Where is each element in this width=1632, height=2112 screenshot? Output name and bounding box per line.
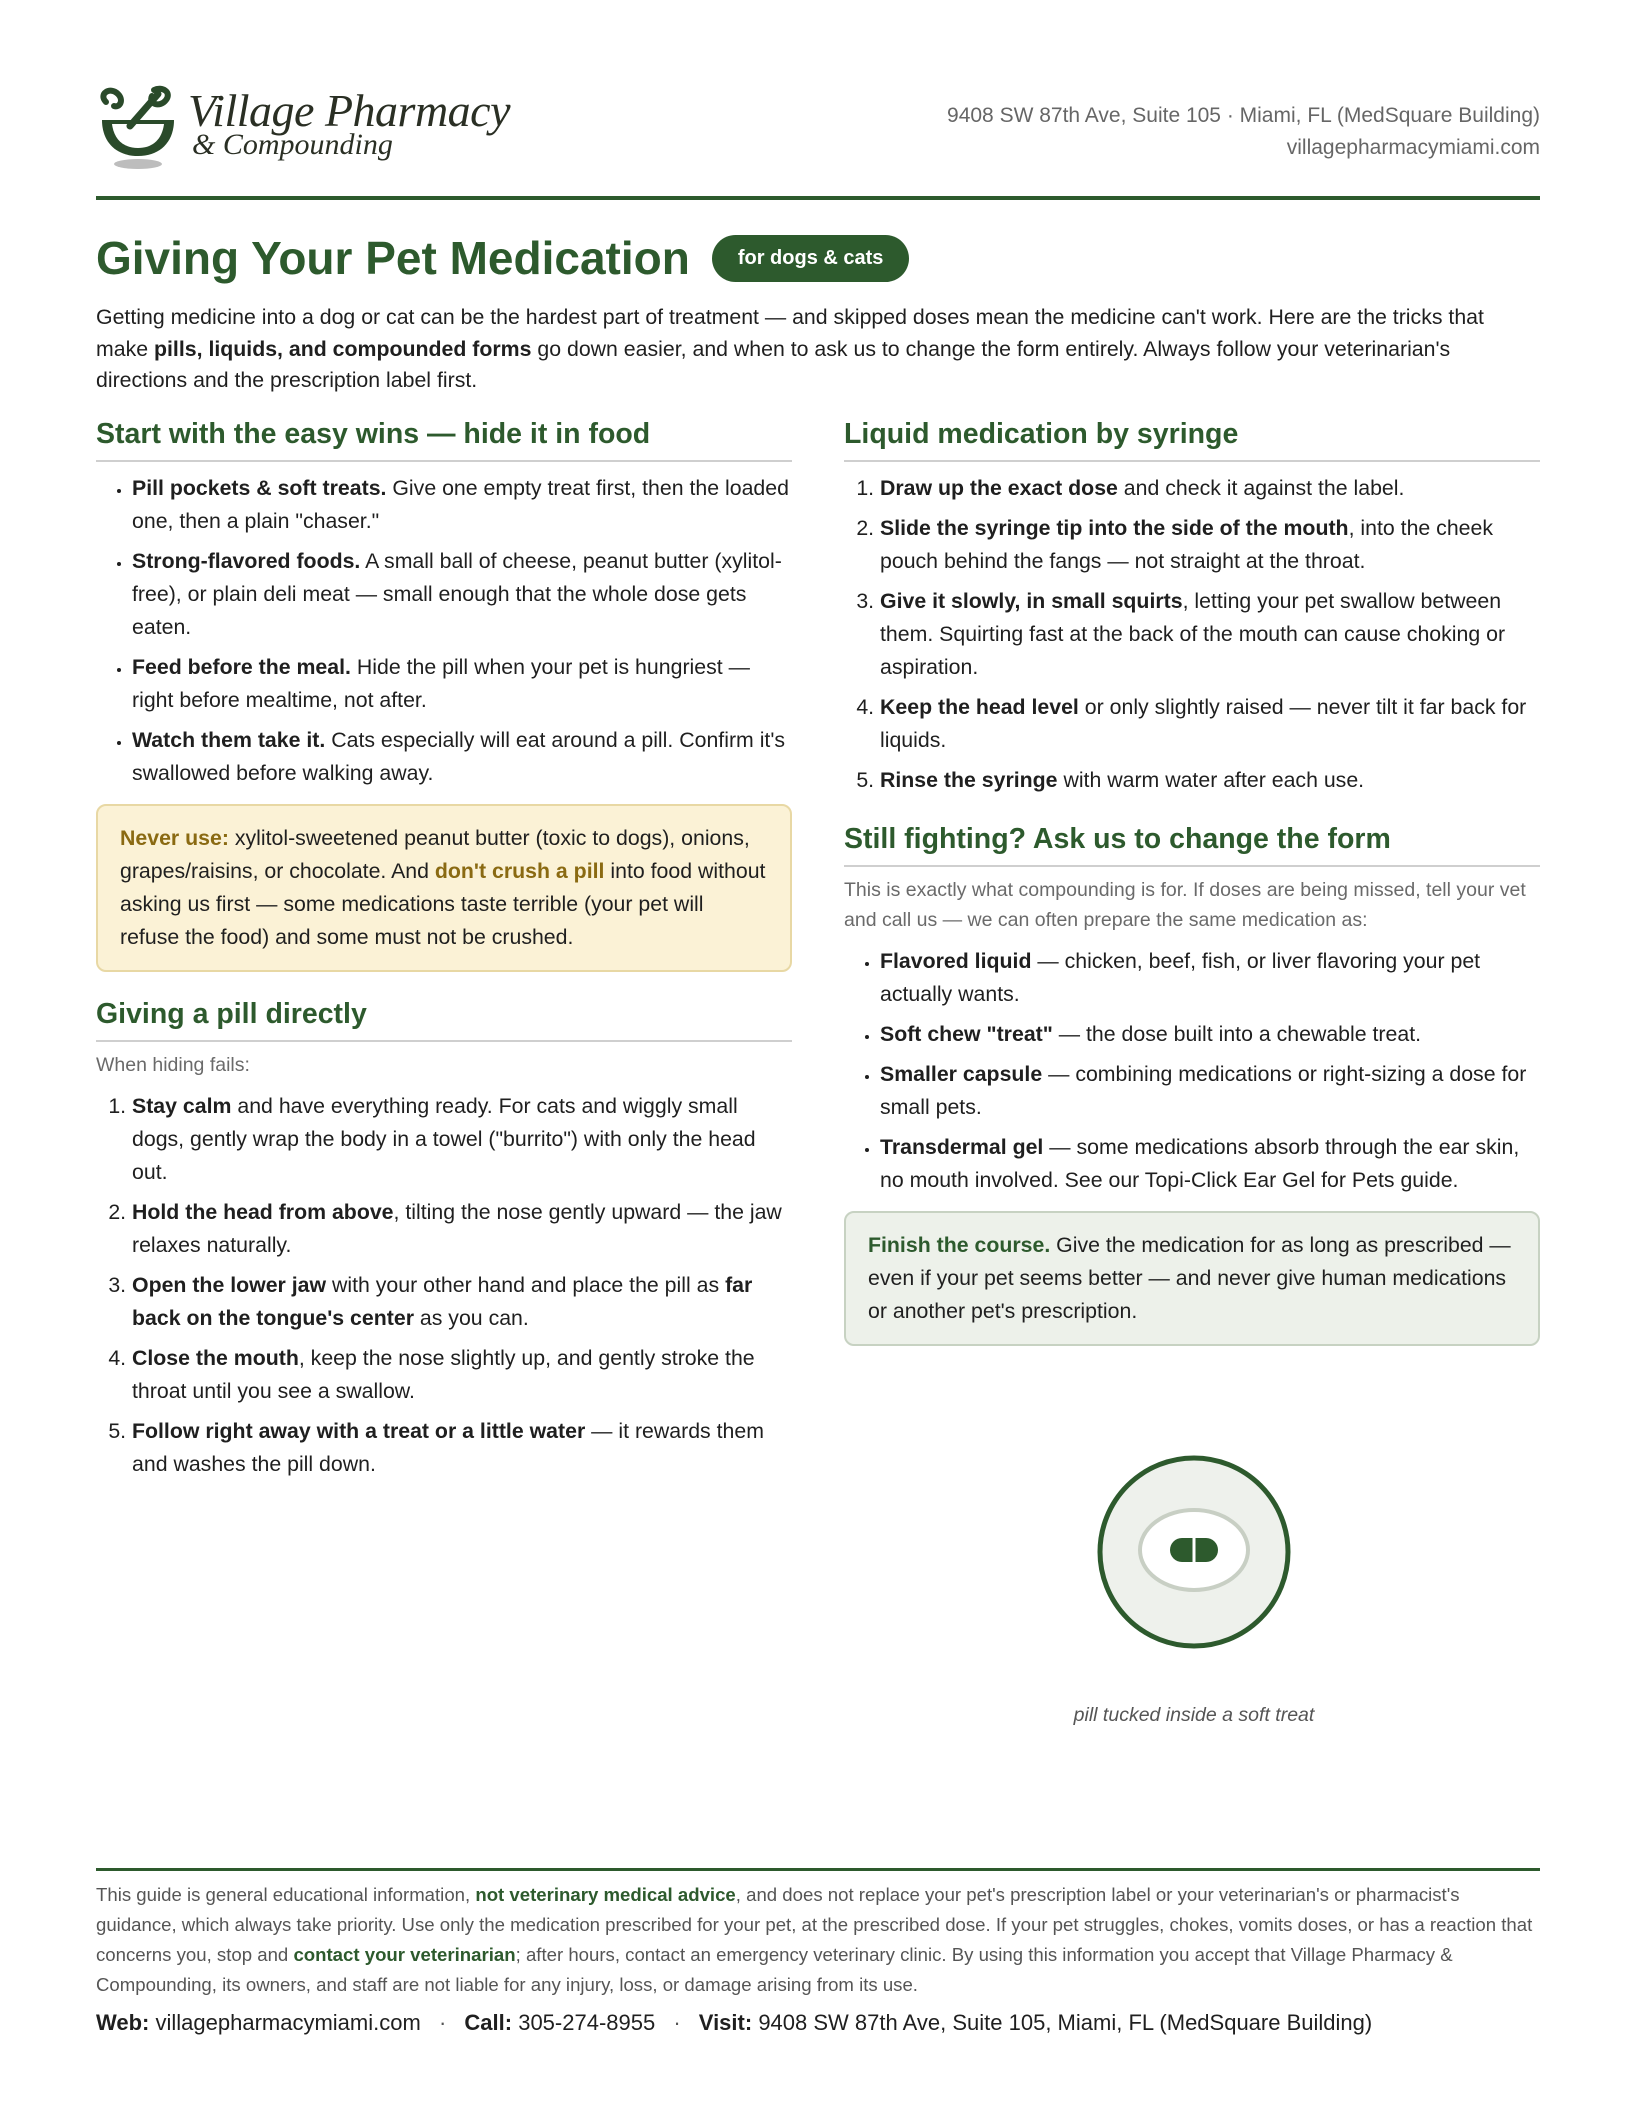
item-text: as you can. — [413, 1306, 529, 1330]
mortar-pestle-icon — [96, 84, 186, 174]
item-text: , keep the nose slightly up, and gently stroke the throat until you see a swallow. — [132, 1346, 755, 1403]
item-bold: Slide the syringe tip into the side of the mouth — [880, 516, 1349, 540]
item-bold: Rinse the syringe — [880, 768, 1058, 792]
disclaimer-text: ; after hours, contact an emergency veterinary clinic. By using this information you accept that Village Pharmacy & Compounding, its owners, and staff are not liable for any injury, loss, or damage arising from its use. — [96, 1944, 1453, 1995]
item-bold: Close the mouth — [132, 1346, 299, 1370]
item-bold: Follow right away with a treat or a little water — [132, 1419, 586, 1443]
list-item — [880, 472, 1540, 505]
item-text: with warm water after each use. — [1057, 768, 1365, 792]
list-item — [132, 472, 792, 538]
list-item — [132, 1269, 792, 1335]
liquid-heading: Liquid medication by syringe — [844, 418, 1540, 462]
item-text: or only slightly raised — never tilt it far back for liquids. — [880, 695, 1527, 752]
note-label: Finish the course. — [868, 1233, 1051, 1257]
item-bold: Keep the head level — [880, 695, 1079, 719]
item-text: and check it against the label. — [1117, 476, 1405, 500]
logo — [96, 84, 536, 174]
note-text: Give the medication for as long as prescribed — even if your pet seems better — and never give human medications or another pet's prescription. — [868, 1233, 1511, 1323]
food-tips-list — [96, 472, 792, 790]
footer-visit-label: Visit: — [698, 2010, 753, 2035]
food-heading: Start with the easy wins — hide it in food — [96, 418, 792, 462]
intro-emphasis: pills, liquids, and compounded forms — [154, 336, 532, 361]
left-column — [96, 418, 792, 1488]
item-text: — the dose built into a chewable treat. — [1052, 1022, 1422, 1046]
item-bold: Flavored liquid — [880, 949, 1032, 973]
form-options-list — [844, 945, 1540, 1197]
pill-section — [96, 998, 792, 1481]
illustration-caption: pill tucked inside a soft treat — [1073, 1704, 1315, 1726]
pill-steps-list — [96, 1090, 792, 1481]
logo-wordmark: Village Pharmacy — [188, 85, 510, 136]
item-bold: Transdermal gel — [880, 1135, 1044, 1159]
item-text: Hide the pill when your pet is hungriest — right before mealtime, not after. — [132, 655, 750, 712]
list-item — [880, 691, 1540, 757]
pill-in-treat-icon — [1094, 1452, 1294, 1652]
right-column — [844, 418, 1540, 1346]
footer-divider — [96, 1868, 1540, 1871]
form-section — [844, 823, 1540, 1346]
footer-address: 9408 SW 87th Ave, Suite 105, Miami, FL (MedSquare Building) — [758, 2010, 1373, 2035]
item-text: A small ball of cheese, peanut butter (xylitol-free), or plain deli meat — small enough that the whole dose gets eaten. — [132, 549, 782, 639]
list-item — [880, 1131, 1540, 1197]
footer-separator: · — [673, 2010, 681, 2035]
warning-callout — [96, 804, 792, 972]
item-bold: Pill pockets & soft treats. — [132, 476, 387, 500]
footer-call-label: Call: — [464, 2010, 513, 2035]
item-text: , tilting the nose gently upward — the jaw relaxes naturally. — [132, 1200, 782, 1257]
warning-emphasis: don't crush a pill — [434, 859, 605, 883]
disclaimer-text: This guide is general educational information, — [96, 1884, 476, 1905]
item-bold: Soft chew "treat" — [880, 1022, 1053, 1046]
footer-web-link[interactable]: villagepharmacymiami.com — [155, 2010, 421, 2035]
list-item — [132, 1342, 792, 1408]
pill-heading: Giving a pill directly — [96, 998, 792, 1042]
pill-treat-illustration — [1094, 1452, 1294, 1652]
title-row — [96, 228, 909, 288]
item-text: with your other hand and place the pill as — [326, 1273, 726, 1297]
header — [96, 78, 1540, 174]
header-website[interactable]: villagepharmacymiami.com — [1286, 136, 1540, 159]
item-text: — some medications absorb through the ear skin, no mouth involved. See our Topi-Click Ear Gel for Pets guide. — [880, 1135, 1520, 1192]
item-bold: Stay calm — [132, 1094, 232, 1118]
item-bold: Draw up the exact dose — [880, 476, 1118, 500]
liquid-steps-list — [844, 472, 1540, 797]
list-item — [880, 585, 1540, 684]
item-text: — it rewards them and washes the pill down. — [132, 1419, 764, 1476]
item-text: Give one empty treat first, then the loaded one, then a plain "chaser." — [132, 476, 789, 533]
logo-subline: & Compounding — [192, 128, 393, 161]
item-bold: Open the lower jaw — [132, 1273, 327, 1297]
footer-contact-line — [96, 2010, 1540, 2036]
intro-text-end: go down easier, and when to ask us to change the form entirely. Always follow your veterinarian's directions and the prescription label first. — [96, 336, 1451, 392]
header-address: 9408 SW 87th Ave, Suite 105 · Miami, FL (MedSquare Building) — [947, 104, 1540, 127]
pill-subheading: When hiding fails: — [96, 1054, 250, 1076]
header-contact — [947, 100, 1540, 164]
finish-course-callout — [844, 1211, 1540, 1346]
warning-text-end: into food without asking us first — some medications taste terrible (your pet will refuse the food) and some must not be crushed. — [120, 859, 766, 949]
item-bold: Strong-flavored foods. — [132, 549, 361, 573]
disclaimer-text: , and does not replace your pet's prescription label or your veterinarian's or pharmacist's guidance, which always take priority. Use only the medication prescribed for your pet, at the prescribed dose. If your pet struggles, chokes, vomits doses, or has a reaction that concerns you, stop and — [96, 1884, 1533, 1965]
list-item — [132, 1090, 792, 1189]
item-bold: far back on the tongue's center — [132, 1273, 753, 1330]
item-bold: Smaller capsule — [880, 1062, 1043, 1086]
list-item — [132, 724, 792, 790]
disclaimer-emphasis: not veterinary medical advice — [475, 1884, 736, 1905]
disclaimer — [96, 1880, 1540, 2000]
audience-badge: for dogs & cats — [712, 235, 910, 282]
list-item — [880, 1018, 1540, 1051]
list-item — [132, 545, 792, 644]
list-item — [880, 764, 1540, 797]
item-text: , letting your pet swallow between them. Squirting fast at the back of the mouth can cause choking or aspiration. — [880, 589, 1506, 679]
header-divider — [96, 196, 1540, 200]
intro-paragraph — [96, 302, 1540, 397]
item-bold: Watch them take it. — [132, 728, 326, 752]
item-text: and have everything ready. For cats and wiggly small dogs, gently wrap the body in a towel ("burrito") with only the head out. — [132, 1094, 756, 1184]
item-text: Cats especially will eat around a pill. Confirm it's swallowed before walking away. — [132, 728, 786, 785]
item-text: — combining medications or right-sizing a dose for small pets. — [880, 1062, 1527, 1119]
warning-text: xylitol-sweetened peanut butter (toxic to dogs), onions, grapes/raisins, or chocolate. And — [120, 826, 750, 883]
item-bold: Hold the head from above — [132, 1200, 394, 1224]
footer-web-label: Web: — [96, 2010, 150, 2035]
list-item — [132, 1415, 792, 1481]
list-item — [880, 945, 1540, 1011]
page-title: Giving Your Pet Medication — [96, 232, 690, 284]
item-bold: Give it slowly, in small squirts — [880, 589, 1183, 613]
warning-label: Never use: — [120, 826, 229, 850]
item-bold: Feed before the meal. — [132, 655, 351, 679]
intro-text: Getting medicine into a dog or cat can be the hardest part of treatment — and skipped doses mean the medicine can't work. Here are the tricks that make — [96, 305, 1484, 361]
list-item — [132, 1196, 792, 1262]
footer-phone-link[interactable]: 305-274-8955 — [518, 2010, 656, 2035]
form-heading: Still fighting? Ask us to change the form — [844, 823, 1540, 867]
list-item — [132, 651, 792, 717]
item-text: — chicken, beef, fish, or liver flavoring your pet actually wants. — [880, 949, 1481, 1006]
form-subheading: This is exactly what compounding is for. If doses are being missed, tell your vet and call us — we can often prepare the same medication as: — [844, 879, 1526, 931]
list-item — [880, 1058, 1540, 1124]
list-item — [880, 512, 1540, 578]
item-text: , into the cheek pouch behind the fangs — not straight at the throat. — [880, 516, 1494, 573]
footer-separator: · — [438, 2010, 447, 2035]
disclaimer-emphasis: contact your veterinarian — [293, 1944, 516, 1965]
